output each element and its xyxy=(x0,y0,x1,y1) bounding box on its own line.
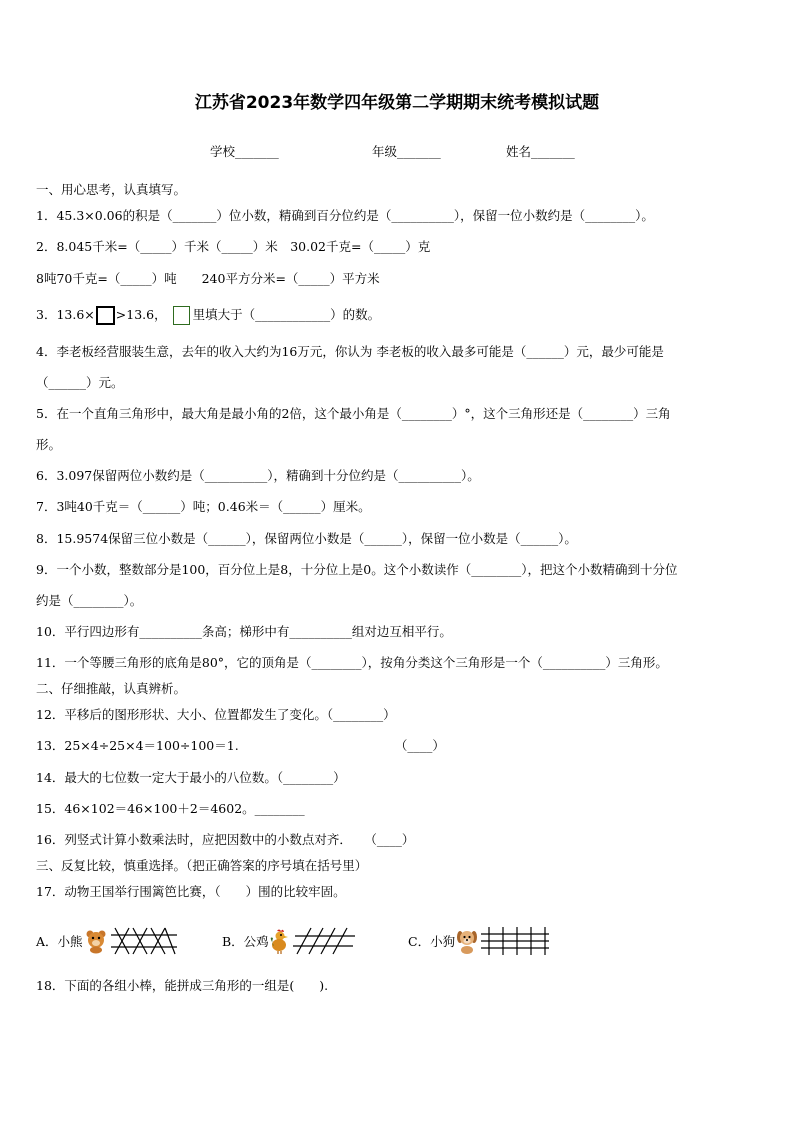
question-14: 14．最大的七位数一定大于最小的八位数。（________） xyxy=(36,770,346,785)
option-b-label: B．公鸡 xyxy=(222,934,269,949)
question-1: 1．45.3×0.06的积是（_______）位小数，精确到百分位约是（__________），保留一位小数约是（________）。 xyxy=(36,208,654,223)
question-9: 9．一个小数，整数部分是100，百分位上是8，十分位上是0。这个小数读作（________），把这个小数精确到十分位 xyxy=(36,562,678,577)
question-11: 11．一个等腰三角形的底角是80°，它的顶角是（________），按角分类这个三角形是一个（__________）三角形。 xyxy=(36,655,668,670)
question-17: 17．动物王国举行围篱笆比赛，（ ）围的比较牢固。 xyxy=(36,884,346,899)
question-7: 7．3吨40千克＝（______）吨；0.46米＝（______）厘米。 xyxy=(36,499,371,514)
section-2-heading: 二、仔细推敲，认真辨析。 xyxy=(36,681,187,696)
question-12: 12．平移后的图形形状、大小、位置都发生了变化。（________） xyxy=(36,707,396,722)
option-c-label: C．小狗 xyxy=(408,934,456,949)
question-3-prefix: 3．13.6× xyxy=(36,307,95,322)
dog-icon xyxy=(455,928,479,954)
section-1-heading: 一、用心思考，认真填写。 xyxy=(36,182,187,197)
question-3-middle: >13.6， xyxy=(115,307,167,322)
school-field: 学校_______ xyxy=(210,144,279,159)
grade-field: 年级_______ xyxy=(372,144,441,159)
question-3 xyxy=(36,306,380,325)
fence-crossed-icon xyxy=(111,926,177,956)
question-3-suffix: 里填大于（____________）的数。 xyxy=(192,307,381,322)
question-4-continued: （______）元。 xyxy=(36,375,124,390)
question-2: 2．8.045千米=（_____）千米（_____）米 30.02千克=（_____）克 xyxy=(36,239,431,254)
bear-icon xyxy=(83,928,109,954)
question-6: 6．3.097保留两位小数约是（__________），精确到十分位约是（__________）。 xyxy=(36,468,480,483)
page-title: 江苏省2023年数学四年级第二学期期末统考模拟试题 xyxy=(194,93,600,113)
question-8: 8．15.9574保留三位小数是（______），保留两位小数是（______），保留一位小数是（______）。 xyxy=(36,531,577,546)
name-field: 姓名_______ xyxy=(506,144,575,159)
question-5-continued: 形。 xyxy=(36,437,62,452)
question-10: 10．平行四边形有__________条高；梯形中有__________组对边互相平行。 xyxy=(36,624,452,639)
question-15: 15．46×102＝46×100＋2＝4602。________ xyxy=(36,801,305,816)
question-18: 18．下面的各组小棒，能拼成三角形的一组是( ). xyxy=(36,978,329,993)
fence-slanted-icon xyxy=(293,926,355,956)
question-16: 16．列竖式计算小数乘法时，应把因数中的小数点对齐． （____） xyxy=(36,832,415,847)
answer-box-icon xyxy=(96,306,115,325)
question-2-continued: 8吨70千克=（_____）吨 240平方分米=（_____）平方米 xyxy=(36,271,380,286)
rooster-icon xyxy=(269,928,291,954)
green-box-icon xyxy=(173,306,190,325)
fence-grid-icon xyxy=(481,926,549,956)
question-4: 4．李老板经营服装生意，去年的收入大约为16万元，你认为 李老板的收入最多可能是（______）元，最少可能是 xyxy=(36,344,664,359)
question-5: 5．在一个直角三角形中，最大角是最小角的2倍，这个最小角是（________）°，这个三角形还是（________）三角 xyxy=(36,406,671,421)
section-3-heading: 三、反复比较，慎重选择。（把正确答案的序号填在括号里） xyxy=(36,858,368,873)
option-c xyxy=(408,926,549,956)
option-a-label: A．小熊 xyxy=(36,934,83,949)
option-b xyxy=(222,926,355,956)
question-9-continued: 约是（________）。 xyxy=(36,593,143,608)
option-a xyxy=(36,926,177,956)
question-13: 13．25×4÷25×4＝100÷100＝1. （____） xyxy=(36,738,445,753)
